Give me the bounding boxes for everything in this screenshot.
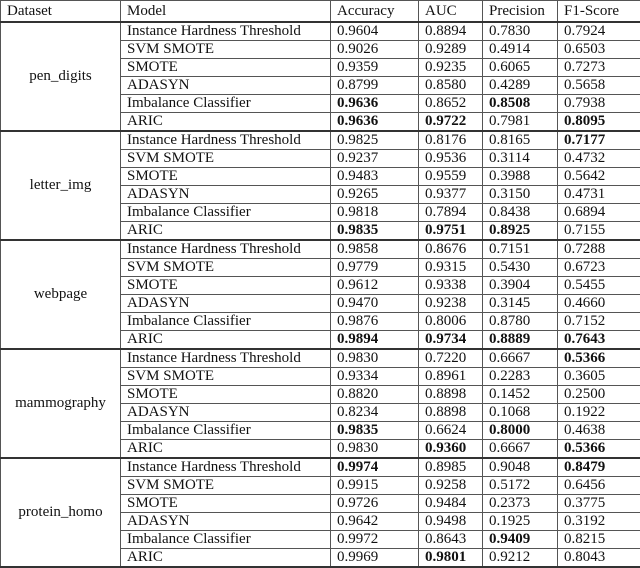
auc-cell: 0.7894 [419, 204, 483, 222]
f1-cell: 0.7155 [558, 222, 640, 241]
auc-cell: 0.9377 [419, 186, 483, 204]
f1-cell: 0.4732 [558, 150, 640, 168]
f1-cell: 0.6723 [558, 259, 640, 277]
dataset-cell: webpage [1, 240, 121, 349]
f1-cell: 0.5366 [558, 440, 640, 459]
auc-cell: 0.9258 [419, 477, 483, 495]
model-cell: SVM SMOTE [121, 477, 331, 495]
accuracy-cell: 0.9726 [331, 495, 419, 513]
accuracy-cell: 0.9636 [331, 95, 419, 113]
table-row [1, 458, 640, 477]
precision-cell: 0.6667 [483, 349, 558, 368]
f1-cell: 0.1922 [558, 404, 640, 422]
auc-cell: 0.9498 [419, 513, 483, 531]
precision-cell: 0.1925 [483, 513, 558, 531]
model-cell: ADASYN [121, 77, 331, 95]
model-cell: SMOTE [121, 168, 331, 186]
auc-cell: 0.9722 [419, 113, 483, 132]
auc-cell: 0.9360 [419, 440, 483, 459]
precision-cell: 0.4289 [483, 77, 558, 95]
precision-cell: 0.9409 [483, 531, 558, 549]
header-auc: AUC [419, 1, 483, 23]
auc-cell: 0.8894 [419, 22, 483, 41]
f1-cell: 0.7152 [558, 313, 640, 331]
precision-cell: 0.3150 [483, 186, 558, 204]
accuracy-cell: 0.9604 [331, 22, 419, 41]
table-row [1, 22, 640, 41]
f1-cell: 0.6503 [558, 41, 640, 59]
header-precision: Precision [483, 1, 558, 23]
precision-cell: 0.9212 [483, 549, 558, 568]
model-cell: SVM SMOTE [121, 259, 331, 277]
f1-cell: 0.3192 [558, 513, 640, 531]
model-cell: ADASYN [121, 404, 331, 422]
accuracy-cell: 0.8820 [331, 386, 419, 404]
precision-cell: 0.7830 [483, 22, 558, 41]
f1-cell: 0.8043 [558, 549, 640, 568]
f1-cell: 0.5455 [558, 277, 640, 295]
auc-cell: 0.9536 [419, 150, 483, 168]
accuracy-cell: 0.9830 [331, 440, 419, 459]
model-cell: Imbalance Classifier [121, 422, 331, 440]
accuracy-cell: 0.9779 [331, 259, 419, 277]
dataset-cell: pen_digits [1, 22, 121, 131]
accuracy-cell: 0.9830 [331, 349, 419, 368]
precision-cell: 0.2283 [483, 368, 558, 386]
f1-cell: 0.8215 [558, 531, 640, 549]
dataset-group [1, 349, 640, 458]
precision-cell: 0.8780 [483, 313, 558, 331]
header-row [1, 1, 640, 23]
model-cell: Imbalance Classifier [121, 531, 331, 549]
dataset-group [1, 458, 640, 567]
f1-cell: 0.5642 [558, 168, 640, 186]
accuracy-cell: 0.9642 [331, 513, 419, 531]
header-f1: F1-Score [558, 1, 640, 23]
precision-cell: 0.8438 [483, 204, 558, 222]
precision-cell: 0.6667 [483, 440, 558, 459]
accuracy-cell: 0.8234 [331, 404, 419, 422]
dataset-cell: protein_homo [1, 458, 121, 567]
f1-cell: 0.3605 [558, 368, 640, 386]
model-cell: Instance Hardness Threshold [121, 458, 331, 477]
f1-cell: 0.6456 [558, 477, 640, 495]
auc-cell: 0.8985 [419, 458, 483, 477]
f1-cell: 0.5658 [558, 77, 640, 95]
precision-cell: 0.3904 [483, 277, 558, 295]
precision-cell: 0.8508 [483, 95, 558, 113]
dataset-cell: mammography [1, 349, 121, 458]
accuracy-cell: 0.9359 [331, 59, 419, 77]
dataset-cell: letter_img [1, 131, 121, 240]
precision-cell: 0.2373 [483, 495, 558, 513]
f1-cell: 0.4638 [558, 422, 640, 440]
f1-cell: 0.6894 [558, 204, 640, 222]
f1-cell: 0.8479 [558, 458, 640, 477]
header-model: Model [121, 1, 331, 23]
f1-cell: 0.7924 [558, 22, 640, 41]
accuracy-cell: 0.9858 [331, 240, 419, 259]
precision-cell: 0.8000 [483, 422, 558, 440]
model-cell: ARIC [121, 440, 331, 459]
model-cell: Instance Hardness Threshold [121, 349, 331, 368]
auc-cell: 0.9484 [419, 495, 483, 513]
model-cell: Imbalance Classifier [121, 313, 331, 331]
dataset-group [1, 22, 640, 131]
model-cell: SMOTE [121, 386, 331, 404]
auc-cell: 0.7220 [419, 349, 483, 368]
model-cell: SMOTE [121, 495, 331, 513]
auc-cell: 0.8652 [419, 95, 483, 113]
table-row [1, 349, 640, 368]
accuracy-cell: 0.9026 [331, 41, 419, 59]
header-dataset: Dataset [1, 1, 121, 23]
model-cell: SMOTE [121, 277, 331, 295]
f1-cell: 0.7273 [558, 59, 640, 77]
model-cell: Instance Hardness Threshold [121, 22, 331, 41]
accuracy-cell: 0.9835 [331, 422, 419, 440]
precision-cell: 0.6065 [483, 59, 558, 77]
accuracy-cell: 0.9894 [331, 331, 419, 350]
f1-cell: 0.3775 [558, 495, 640, 513]
auc-cell: 0.8961 [419, 368, 483, 386]
precision-cell: 0.5172 [483, 477, 558, 495]
auc-cell: 0.8898 [419, 404, 483, 422]
f1-cell: 0.8095 [558, 113, 640, 132]
model-cell: SVM SMOTE [121, 150, 331, 168]
precision-cell: 0.7981 [483, 113, 558, 132]
header-accuracy: Accuracy [331, 1, 419, 23]
f1-cell: 0.4731 [558, 186, 640, 204]
auc-cell: 0.8006 [419, 313, 483, 331]
model-cell: Imbalance Classifier [121, 95, 331, 113]
accuracy-cell: 0.9237 [331, 150, 419, 168]
dataset-group [1, 131, 640, 240]
accuracy-cell: 0.9470 [331, 295, 419, 313]
auc-cell: 0.9238 [419, 295, 483, 313]
auc-cell: 0.9315 [419, 259, 483, 277]
model-cell: SVM SMOTE [121, 368, 331, 386]
precision-cell: 0.8165 [483, 131, 558, 150]
accuracy-cell: 0.9334 [331, 368, 419, 386]
precision-cell: 0.8925 [483, 222, 558, 241]
accuracy-cell: 0.9818 [331, 204, 419, 222]
model-cell: Imbalance Classifier [121, 204, 331, 222]
table-row [1, 240, 640, 259]
precision-cell: 0.8889 [483, 331, 558, 350]
accuracy-cell: 0.9969 [331, 549, 419, 568]
model-cell: ARIC [121, 113, 331, 132]
model-cell: Instance Hardness Threshold [121, 240, 331, 259]
auc-cell: 0.9751 [419, 222, 483, 241]
auc-cell: 0.8898 [419, 386, 483, 404]
accuracy-cell: 0.9972 [331, 531, 419, 549]
accuracy-cell: 0.9835 [331, 222, 419, 241]
dataset-group [1, 240, 640, 349]
precision-cell: 0.1068 [483, 404, 558, 422]
accuracy-cell: 0.9612 [331, 277, 419, 295]
model-cell: ADASYN [121, 295, 331, 313]
precision-cell: 0.3988 [483, 168, 558, 186]
f1-cell: 0.7643 [558, 331, 640, 350]
model-cell: ARIC [121, 222, 331, 241]
auc-cell: 0.9559 [419, 168, 483, 186]
auc-cell: 0.9338 [419, 277, 483, 295]
f1-cell: 0.7938 [558, 95, 640, 113]
precision-cell: 0.7151 [483, 240, 558, 259]
accuracy-cell: 0.9974 [331, 458, 419, 477]
accuracy-cell: 0.9876 [331, 313, 419, 331]
auc-cell: 0.8580 [419, 77, 483, 95]
precision-cell: 0.4914 [483, 41, 558, 59]
precision-cell: 0.9048 [483, 458, 558, 477]
accuracy-cell: 0.9915 [331, 477, 419, 495]
model-cell: SMOTE [121, 59, 331, 77]
auc-cell: 0.9235 [419, 59, 483, 77]
table-row [1, 131, 640, 150]
f1-cell: 0.7177 [558, 131, 640, 150]
auc-cell: 0.9734 [419, 331, 483, 350]
auc-cell: 0.9289 [419, 41, 483, 59]
auc-cell: 0.6624 [419, 422, 483, 440]
precision-cell: 0.3114 [483, 150, 558, 168]
auc-cell: 0.8176 [419, 131, 483, 150]
auc-cell: 0.8643 [419, 531, 483, 549]
model-cell: ADASYN [121, 186, 331, 204]
f1-cell: 0.5366 [558, 349, 640, 368]
accuracy-cell: 0.9636 [331, 113, 419, 132]
accuracy-cell: 0.9483 [331, 168, 419, 186]
precision-cell: 0.5430 [483, 259, 558, 277]
accuracy-cell: 0.9265 [331, 186, 419, 204]
model-cell: Instance Hardness Threshold [121, 131, 331, 150]
auc-cell: 0.9801 [419, 549, 483, 568]
precision-cell: 0.3145 [483, 295, 558, 313]
accuracy-cell: 0.9825 [331, 131, 419, 150]
accuracy-cell: 0.8799 [331, 77, 419, 95]
model-cell: SVM SMOTE [121, 41, 331, 59]
model-cell: ARIC [121, 331, 331, 350]
table-header [1, 1, 640, 23]
f1-cell: 0.2500 [558, 386, 640, 404]
model-cell: ARIC [121, 549, 331, 568]
f1-cell: 0.4660 [558, 295, 640, 313]
f1-cell: 0.7288 [558, 240, 640, 259]
precision-cell: 0.1452 [483, 386, 558, 404]
model-cell: ADASYN [121, 513, 331, 531]
auc-cell: 0.8676 [419, 240, 483, 259]
